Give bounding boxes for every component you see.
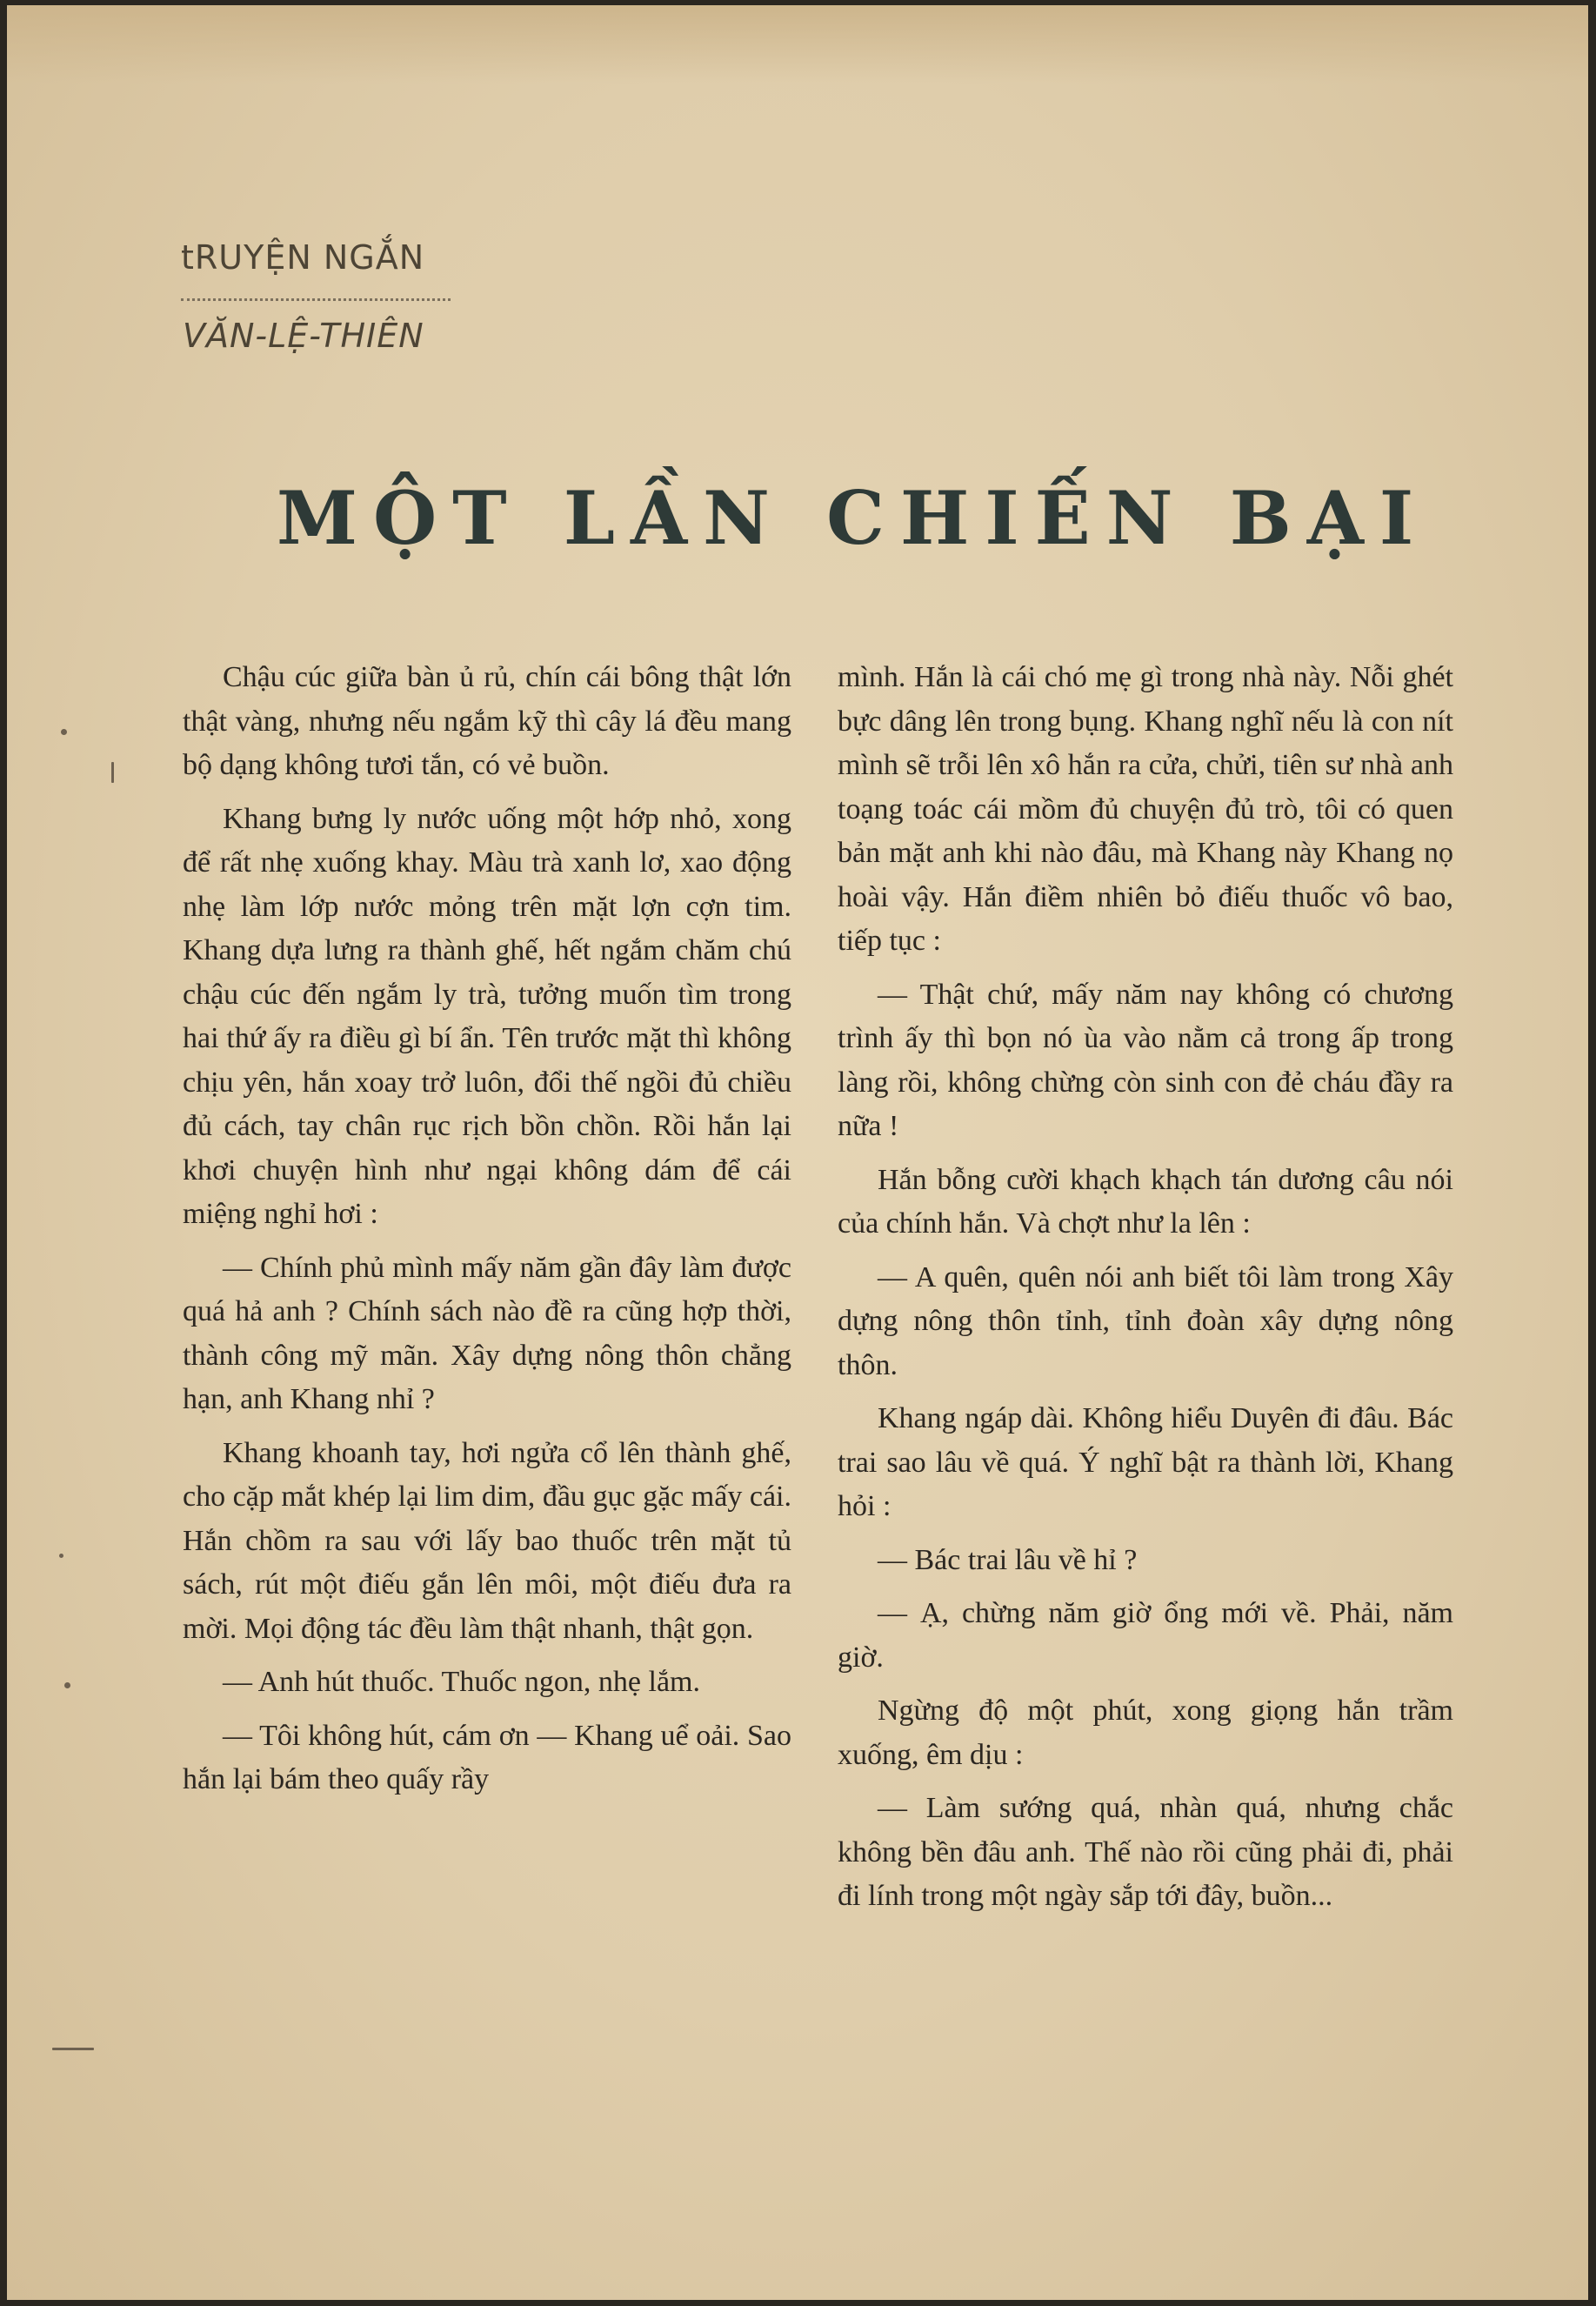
paper-speck	[64, 1682, 70, 1688]
paper-speck	[111, 762, 114, 783]
paragraph: — Làm sướng quá, nhàn quá, nhưng chắc không bền đâu anh. Thế nào rồi cũng phải đi, phải đi lính trong một ngày sắp tới đây, buồn...	[838, 1792, 1453, 1912]
story-title: MỘT LẦN CHIẾN BẠI	[277, 475, 1430, 561]
page-edge-shading	[7, 5, 1588, 84]
paragraph: Hắn bỗng cười khạch khạch tán dương câu nói của chính hắn. Và chợt như la lên :	[838, 1163, 1453, 1240]
paragraph: — Bác trai lâu về hỉ ?	[878, 1543, 1138, 1576]
paragraph: Khang ngáp dài. Không hiểu Duyên đi đâu. Bác trai sao lâu về quá. Ý nghĩ bật ra thành lời, Khang hỏi :	[838, 1402, 1453, 1522]
paragraph: — Thật chứ, mấy năm nay không có chương trình ấy thì bọn nó ùa vào nằm cả trong ấp trong làng rồi, không chừng còn sinh con đẻ cháu đầy ra nữa !	[838, 978, 1453, 1142]
dotted-divider	[181, 298, 451, 301]
magazine-page	[7, 5, 1588, 2300]
paragraph: Ngừng độ một phút, xong giọng hắn trầm xuống, êm dịu :	[838, 1694, 1453, 1771]
author-byline: VĂN-LỆ-THIÊN	[183, 317, 424, 355]
paragraph: — Anh hút thuốc. Thuốc ngon, nhẹ lắm.	[223, 1666, 700, 1698]
paper-speck	[59, 1554, 63, 1558]
paragraph: — Tôi không hút, cám ơn — Khang uể oải. Sao hắn lại bám theo quấy rầy	[183, 1719, 791, 1795]
paragraph-continuation: mình. Hắn là cái chó mẹ gì trong nhà này. Nỗi ghét bực dâng lên trong bụng. Khang nghĩ nếu là con nít mình sẽ trỗi lên xô hắn ra cửa, chửi, tiên sư nhà anh toạng toác cái mồm đủ chuyện đủ trò, tôi có quen bản mặt anh khi nào đâu, mà Khang này Khang nọ hoài vậy. Hắn điềm nhiên bỏ điếu thuốc vô bao, tiếp tục :	[838, 661, 1453, 957]
paper-speck	[52, 2048, 94, 2050]
paper-speck	[61, 729, 67, 735]
paragraph: — Chính phủ mình mấy năm gần đây làm được quá hả anh ? Chính sách nào đề ra cũng hợp thời, thành công mỹ mãn. Xây dựng nông thôn chẳng hạn, anh Khang nhỉ ?	[183, 1251, 791, 1415]
paragraph: — A quên, quên nói anh biết tôi làm trong Xây dựng nông thôn tỉnh, tỉnh đoàn xây dựng nông thôn.	[838, 1260, 1453, 1381]
paragraph: Khang bưng ly nước uống một hớp nhỏ, xong để rất nhẹ xuống khay. Màu trà xanh lơ, xao động nhẹ làm lớp nước mỏng trên mặt lợn cợn tim. Khang dựa lưng ra thành ghế, hết ngắm chăm chú chậu cúc đến ngắm ly trà, tưởng muốn tìm trong hai thứ ấy ra điều gì bí ẩn. Tên trước mặt thì không chịu yên, hắn xoay trở luôn, đổi thế ngồi đủ chiều đủ cách, tay chân rục rịch bồn chồn. Rồi hắn lại khơi chuyện hình như ngại không dám để cái miệng nghỉ hơi :	[183, 802, 791, 1230]
left-text-column	[183, 656, 791, 1812]
paragraph: Chậu cúc giữa bàn ủ rủ, chín cái bông thật lớn thật vàng, nhưng nếu ngắm kỹ thì cây lá đều mang bộ dạng không tươi tắn, có vẻ buồn.	[183, 661, 791, 781]
paragraph: Khang khoanh tay, hơi ngửa cổ lên thành ghế, cho cặp mắt khép lại lim dim, đầu gục gặc mấy cái. Hắn chồm ra sau với lấy bao thuốc trên mặt tủ sách, rút một điếu gắn lên môi, một điếu đưa ra mời. Mọi động tác đều làm thật nhanh, thật gọn.	[183, 1436, 791, 1645]
section-label: tRUYỆN NGẮN	[181, 238, 425, 277]
right-text-column	[838, 656, 1453, 1928]
paragraph: — Ạ, chừng năm giờ ổng mới về. Phải, năm giờ.	[838, 1597, 1453, 1674]
